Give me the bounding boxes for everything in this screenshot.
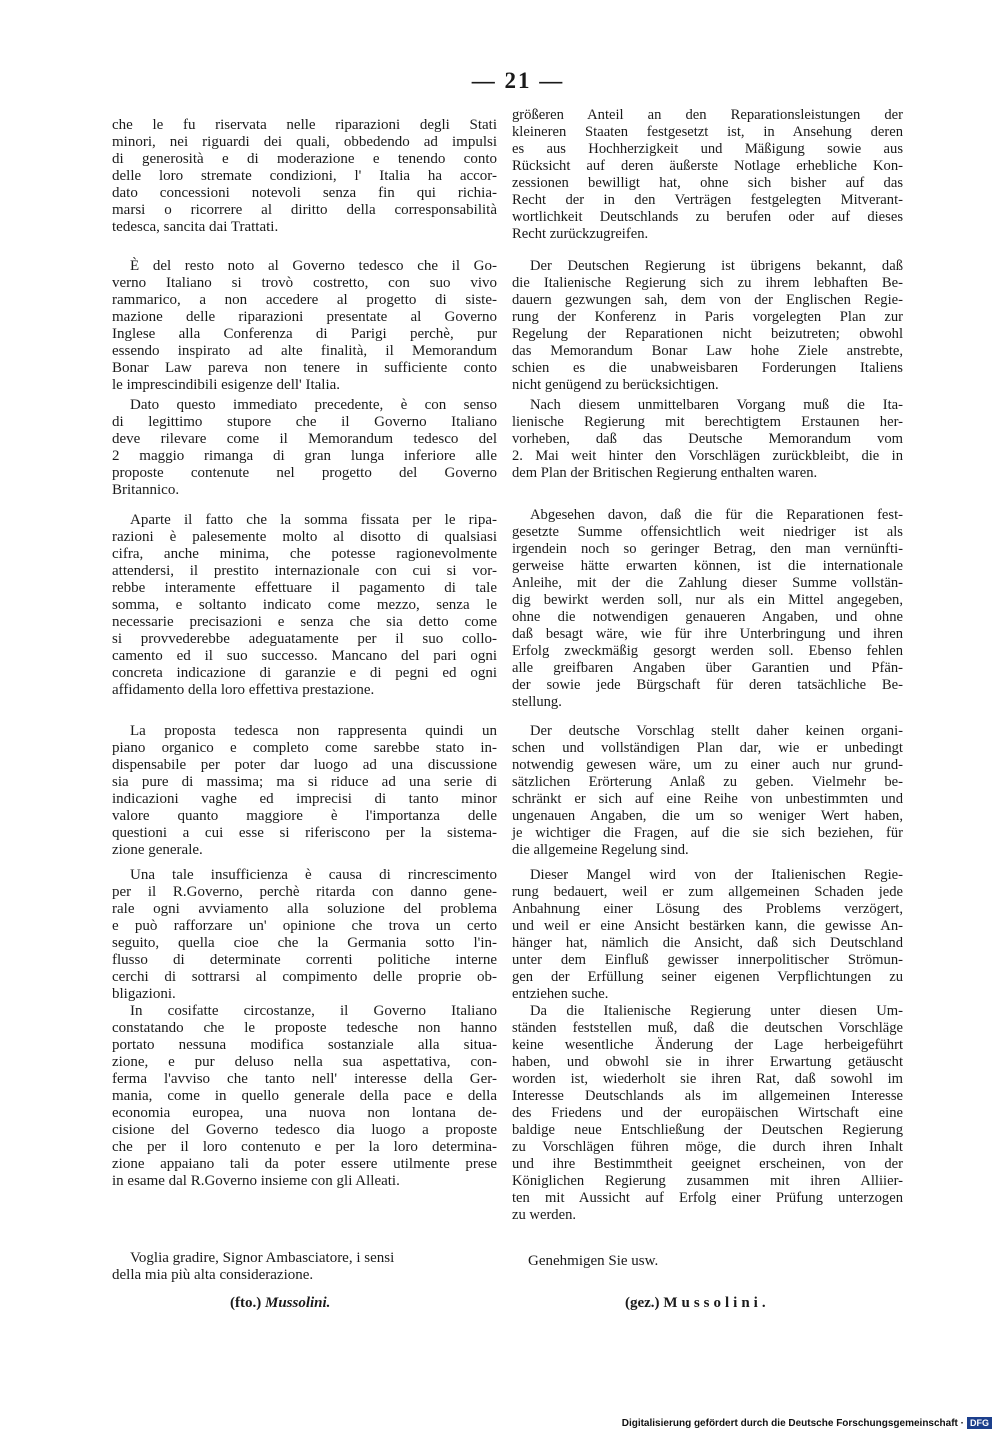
text-line: valore quanto maggiore è l'importanza delle xyxy=(112,808,497,824)
paragraph xyxy=(112,258,497,394)
text-line: die allgemeine Regelung sind. xyxy=(512,842,689,858)
text-line: Dieser Mangel wird von der Italienischen Regie- xyxy=(530,867,903,883)
german-closing xyxy=(528,1253,658,1270)
text-line: necessarie precisazioni e senza che sia detto come xyxy=(112,614,497,630)
text-line: somma, e soltanto indicato come mezzo, senza le xyxy=(112,597,497,613)
text-line: Erfolg zweckmäßig gesorgt werden soll. Ebenso fehlen xyxy=(512,643,903,659)
signature-name: Mussolini. xyxy=(663,1295,770,1311)
text-line: Recht zurückzugreifen. xyxy=(512,226,649,242)
text-line: haben, und obwohl sie in ihrer Erwartung getäuscht xyxy=(512,1054,903,1070)
paragraph xyxy=(512,107,903,243)
text-line: dem Plan der Britischen Regierung enthalten waren. xyxy=(512,465,818,481)
paragraph xyxy=(512,397,903,482)
text-line: Regelung der Reparationen nicht beizutreten; obwohl xyxy=(512,326,903,342)
text-line: indicazioni vaghe ed imprecisi di tanto minor xyxy=(112,791,497,807)
dfg-logo: DFG xyxy=(967,1417,992,1429)
text-line: sia pure di massima; ma si riduce ad una serie di xyxy=(112,774,497,790)
text-line: rale ogni avviamento alla soluzione del problema xyxy=(112,901,497,917)
text-line: gerweise hätte erwarten können, ist die internationale xyxy=(512,558,903,574)
text-line: portato nessuna modifica sostanziale alla situa- xyxy=(112,1037,497,1053)
text-line: bligazioni. xyxy=(112,986,176,1002)
text-line: ohne die notwendigen genaueren Angaben, und ohne xyxy=(512,609,903,625)
text-line: zu Vorschlägen führen möge, die durch ihren Inhalt xyxy=(512,1139,903,1155)
text-line: kleineren Staaten festgesetzt ist, in Ansehung deren xyxy=(512,124,903,140)
text-line: es aus Hochherzigkeit und Mäßigung sowie aus xyxy=(512,141,903,157)
text-line: e può rafforzare un' opinione che trova un certo xyxy=(112,918,497,934)
text-line: seguito, quella cioe che la Germania sotto l'in- xyxy=(112,935,497,951)
text-line: wortlichkeit Deutschlands zu berufen oder auf dieses xyxy=(512,209,903,225)
text-line: lienische Regierung mit berechtigtem Erstaunen her- xyxy=(512,414,903,430)
text-line: vorheben, daß das Deutsche Memorandum vom xyxy=(512,431,903,447)
text-line: Der deutsche Vorschlag stellt daher keinen organi- xyxy=(530,723,903,739)
text-line: des Friedens und der europäischen Wirtschaft eine xyxy=(512,1105,903,1121)
text-line: questioni a cui esse si riferiscono per la sistema- xyxy=(112,825,497,841)
italian-signature xyxy=(230,1295,330,1312)
text-line: delle loro stremate condizioni, l' Italia ha accor- xyxy=(112,168,497,184)
italian-closing xyxy=(112,1250,395,1284)
text-line: zu werden. xyxy=(512,1207,577,1223)
closing-line: Voglia gradire, Signor Ambasciatore, i sensi xyxy=(130,1250,395,1266)
paragraph xyxy=(112,397,497,499)
text-line: flusso di determinate correnti politiche interne xyxy=(112,952,497,968)
text-line: hänger hat, nämlich die Ansicht, daß sich Deutschland xyxy=(512,935,903,951)
text-line: Britannico. xyxy=(112,482,180,498)
text-line: Dato questo immediato precedente, è con senso xyxy=(130,397,497,413)
text-line: 2. Mai weit hinter den Vorschlägen zurückbleibt, die in xyxy=(512,448,903,464)
text-line: unter dem Einfluß gewisser innerpolitischer Strömun- xyxy=(512,952,903,968)
german-signature xyxy=(625,1295,770,1312)
footer-text: Digitalisierung gefördert durch die Deutsche Forschungsgemeinschaft · xyxy=(621,1418,964,1429)
text-line: Rücksicht auf deren äußerste Notlage erhebliche Kon- xyxy=(512,158,903,174)
text-line: ständen feststellen muß, daß die deutschen Vorschläge xyxy=(512,1020,903,1036)
text-line: worden ist, wiederholt sie ihren Rat, daß sowohl im xyxy=(512,1071,903,1087)
text-line: Una tale insufficienza è causa di rincrescimento xyxy=(130,867,497,883)
text-line: 2 maggio rimanga di gran lunga inferiore alle xyxy=(112,448,497,464)
text-line: je wichtiger die Fragen, auf die sie sich beziehen, für xyxy=(512,825,903,841)
paragraph xyxy=(112,117,497,236)
paragraph xyxy=(112,512,497,699)
text-line: dig bewirkt werden soll, nur als ein Mittel angegeben, xyxy=(512,592,903,608)
text-line: che per il loro contenuto e per la loro determina- xyxy=(112,1139,497,1155)
signature-name: Mussolini. xyxy=(264,1295,331,1311)
text-line: Anleihe, mit der die Zahlung dieser Summe vollstän- xyxy=(512,575,903,591)
text-line: verno Italiano si trovò costretto, con suo vivo xyxy=(112,275,497,291)
text-line: notwendig gewesen wäre, um zu einer auch nur grund- xyxy=(512,757,903,773)
text-line: zessionen bewilligt hat, ohne sich bisher auf das xyxy=(512,175,903,191)
text-line: economia europea, una nuova non lontana de- xyxy=(112,1105,497,1121)
paragraph xyxy=(112,723,497,859)
text-line: piano organico e completo come sarebbe stato in- xyxy=(112,740,497,756)
text-line: der sowie jede Bürgschaft für deren tatsächliche Be- xyxy=(512,677,903,693)
text-line: dato concessioni notevoli senza fin qui richia- xyxy=(112,185,497,201)
text-line: zione, e pur deluso nella sua aspettativa, con- xyxy=(112,1054,497,1070)
text-line: in esame dal R.Governo insieme con gli Alleati. xyxy=(112,1173,400,1189)
text-line: rebbe interamente effettuare il pagamento di tale xyxy=(112,580,497,596)
closing-line: della mia più alta considerazione. xyxy=(112,1267,314,1283)
text-line: per il R.Governo, perchè ritarda con danno gene- xyxy=(112,884,497,900)
text-line: constatando che le proposte tedesche non hanno xyxy=(112,1020,497,1036)
text-line: È del resto noto al Governo tedesco che il Go- xyxy=(130,258,497,274)
text-line: tedesca, sancita dai Trattati. xyxy=(112,219,279,235)
text-line: essendo inspirato ad alte finalità, il Memorandum xyxy=(112,343,497,359)
text-line: di legittimo stupore che il Governo Italiano xyxy=(112,414,497,430)
text-line: zione appaiano tali da poter essere utilmente prese xyxy=(112,1156,497,1172)
text-line: le imprescindibili esigenze dell' Italia. xyxy=(112,377,341,393)
paragraph xyxy=(512,507,903,711)
text-line: che le fu riservata nelle riparazioni degli Stati xyxy=(112,117,497,133)
text-line: dauern gezwungen sah, dem von der Englischen Regie- xyxy=(512,292,903,308)
page-number: — 21 — xyxy=(471,68,565,93)
text-line: schien es die unabweisbaren Forderungen Italiens xyxy=(512,360,903,376)
text-line: schen und vollständigen Plan dar, wie er unbedingt xyxy=(512,740,903,756)
text-line: irgendein noch so geringer Betrag, den man vernünfti- xyxy=(512,541,903,557)
text-line: Da die Italienische Regierung unter diesen Um- xyxy=(530,1003,903,1019)
text-line: attendersi, il prestito internazionale con cui si vor- xyxy=(112,563,497,579)
text-line: camento ed il suo successo. Mancano del pari ogni xyxy=(112,648,497,664)
text-line: Inglese alla Conferenza di Parigi perchè, pur xyxy=(112,326,497,342)
text-line: gesetzte Summe offensichtlich weit niedriger ist als xyxy=(512,524,903,540)
text-line: Nach diesem unmittelbaren Vorgang muß die Ita- xyxy=(530,397,903,413)
closing-line: Genehmigen Sie usw. xyxy=(528,1253,659,1269)
text-line: razioni è palesemente molto al disotto di qualsiasi xyxy=(112,529,497,545)
text-line: stellung. xyxy=(512,694,562,710)
text-line: ferma l'avviso che tanto nell' interesse della Ger- xyxy=(112,1071,497,1087)
text-line: Recht der in den Verträgen festgelegten Mitverant- xyxy=(512,192,903,208)
text-line: affidamento della loro effettiva prestazione. xyxy=(112,682,375,698)
text-line: cerchi di sottrarsi al compimento delle proprie ob- xyxy=(112,969,497,985)
text-line: die Italienische Regierung sich zu ihrem lebhaften Be- xyxy=(512,275,903,291)
text-line: nicht genügend zu berücksichtigen. xyxy=(512,377,719,393)
text-line: rammarico, a non accedere al progetto di siste- xyxy=(112,292,497,308)
text-line: deve rilevare come il Memorandum tedesco del xyxy=(112,431,497,447)
text-line: und weil er eine Ansicht bestärken kann, die gewisse An- xyxy=(512,918,903,934)
text-line: baldige neue Entschließung der Deutschen Regierung xyxy=(512,1122,903,1138)
text-line: si provvederebbe adeguatamente per il suo collo- xyxy=(112,631,497,647)
paragraph xyxy=(512,258,903,394)
text-line: schränkt er sich auf eine Reihe von unbestimmten und xyxy=(512,791,903,807)
text-line: alle greifbaren Angaben über Garantien und Pfän- xyxy=(512,660,903,676)
text-line: mazione delle riparazioni presentate al Governo xyxy=(112,309,497,325)
text-line: proposte contenute nel progetto del Governo xyxy=(112,465,497,481)
text-line: Königlichen Regierung zusammen mit ihren Alliier- xyxy=(512,1173,903,1189)
text-line: Anbahnung einer Lösung des Problems verzögert, xyxy=(512,901,903,917)
text-line: cifra, anche minima, che potesse ragionevolmente xyxy=(112,546,497,562)
paragraph xyxy=(512,1003,903,1224)
text-line: keine wesentliche Änderung der Lage herbeigeführt xyxy=(512,1037,903,1053)
text-line: größeren Anteil an den Reparationsleistungen der xyxy=(512,107,903,123)
paragraph xyxy=(112,867,497,1003)
text-line: gen der Erfüllung seiner eigenen Verpflichtungen zu xyxy=(512,969,903,985)
text-line: Bonar Law pareva non tenere in sufficiente conto xyxy=(112,360,497,376)
text-line: und ihre Bestimmtheit geeignet erscheinen, von der xyxy=(512,1156,903,1172)
text-line: daß besagt wäre, wie für ihre Unterbringung und ihren xyxy=(512,626,903,642)
paragraph xyxy=(112,1003,497,1190)
text-line: marsi o ricorrere al diritto della corresponsabilità xyxy=(112,202,497,218)
text-line: concreta indicazione di garanzie e di pegni ed ogni xyxy=(112,665,497,681)
text-line: sätzlichen Erörterung Anlaß zu geben. Vielmehr be- xyxy=(512,774,903,790)
text-line: dispensabile per poter dar luogo ad una discussione xyxy=(112,757,497,773)
text-line: In cosifatte circostanze, il Governo Italiano xyxy=(130,1003,497,1019)
text-line: das Memorandum Bonar Law hohe Ziele anstrebte, xyxy=(512,343,903,359)
footer-credit xyxy=(622,1417,992,1429)
signature-prefix: (gez.) xyxy=(625,1295,660,1311)
text-line: mania, come in quello generale della pace e della xyxy=(112,1088,497,1104)
text-line: ten mit Aussicht auf Erfolg einer Prüfung unterzogen xyxy=(512,1190,903,1206)
text-line: Abgesehen davon, daß die für die Reparationen fest- xyxy=(530,507,903,523)
text-line: rung bedauert, weil er zum allgemeinen Schaden jede xyxy=(512,884,903,900)
text-line: minori, nei riguardi dei quali, obbedendo ad impulsi xyxy=(112,134,497,150)
paragraph xyxy=(512,867,903,1003)
text-line: cisione del Governo tedesco dia luogo a proposte xyxy=(112,1122,497,1138)
text-line: La proposta tedesca non rappresenta quindi un xyxy=(130,723,497,739)
signature-prefix: (fto.) xyxy=(230,1295,262,1311)
text-line: entziehen suche. xyxy=(512,986,609,1002)
paragraph xyxy=(512,723,903,859)
text-line: ungenauen Angaben, die um so weniger Wert haben, xyxy=(512,808,903,824)
text-line: Der Deutschen Regierung ist übrigens bekannt, daß xyxy=(530,258,903,274)
text-line: rung der Konferenz in Paris vorgelegten Plan zur xyxy=(512,309,903,325)
text-line: Aparte il fatto che la somma fissata per le ripa- xyxy=(130,512,497,528)
text-line: zione generale. xyxy=(112,842,203,858)
text-line: Interesse Deutschlands als im allgemeinen Interesse xyxy=(512,1088,903,1104)
text-line: di generosità e di moderazione e tenendo conto xyxy=(112,151,497,167)
